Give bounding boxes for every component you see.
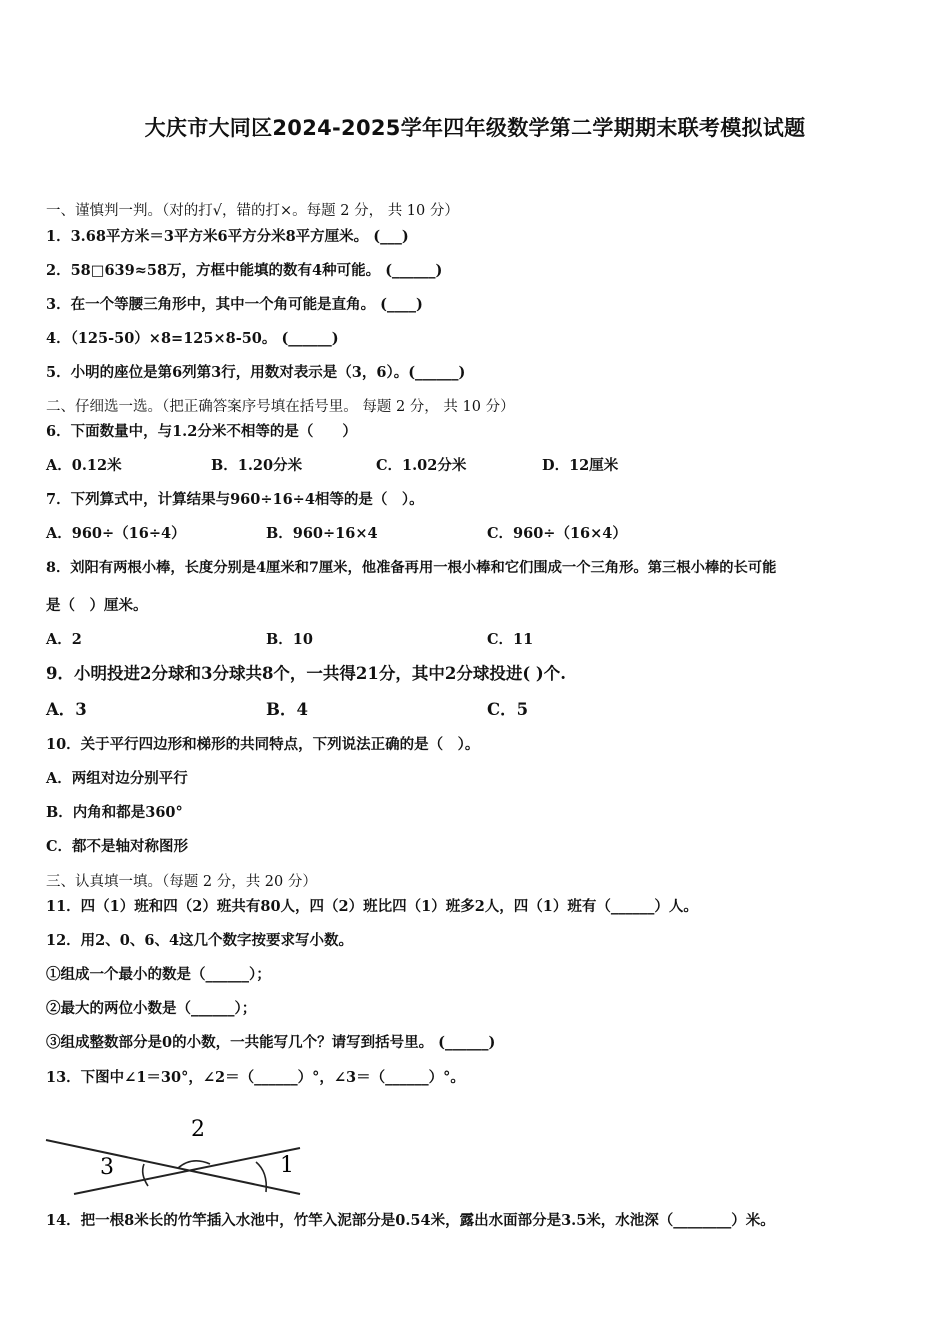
question-9-options — [46, 700, 906, 722]
question-9: 9．小明投进2分球和3分球共8个，一共得21分，其中2分球投进( )个. — [46, 664, 566, 683]
q7-option-a: A．960÷（16÷4） — [46, 525, 186, 542]
question-12-b: ②最大的两位小数是（______）； — [46, 1000, 257, 1017]
q8-option-c: C．11 — [487, 631, 534, 648]
question-7: 7．下列算式中，计算结果与960÷16÷4相等的是（ ）。 — [46, 491, 424, 508]
question-12-a: ①组成一个最小的数是（______）； — [46, 966, 271, 983]
q9-option-c: C．5 — [487, 700, 529, 719]
section2-header: 二、仔细选一选。（把正确答案序号填在括号里。 每题 2 分， 共 10 分） — [46, 399, 515, 415]
question-4: 4．（125-50）×8=125×8-50。 (______) — [46, 330, 339, 347]
question-10: 10．关于平行四边形和梯形的共同特点，下列说法正确的是（ ）。 — [46, 736, 480, 753]
question-14: 14．把一根8米长的竹竿插入水池中，竹竿入泥部分是0.54米，露出水面部分是3.5米，水池深（________）米。 — [46, 1212, 775, 1229]
angle-figure — [44, 1110, 306, 1198]
question-1: 1．3.68平方米＝3平方米6平方分米8平方厘米。 (___) — [46, 228, 409, 245]
section3-header: 三、认真填一填。（每题 2 分，共 20 分） — [46, 874, 317, 890]
question-12: 12．用2、0、6、4这几个数字按要求写小数。 — [46, 932, 354, 949]
angle-3-arc — [143, 1164, 148, 1186]
question-2: 2．58□639≈58万，方框中能填的数有4种可能。 (______) — [46, 262, 443, 279]
q6-option-d: D．12厘米 — [542, 457, 619, 474]
question-5: 5．小明的座位是第6列第3行，用数对表示是（3，6）。(______) — [46, 364, 466, 381]
question-8-line2: 是（ ）厘米。 — [46, 597, 148, 614]
q8-option-b: B．10 — [266, 631, 313, 648]
q10-option-b: B．内角和都是360° — [46, 804, 183, 821]
q10-option-c: C．都不是轴对称图形 — [46, 838, 189, 855]
q7-option-b: B．960÷16×4 — [266, 525, 378, 542]
question-6: 6．下面数量中，与1.2分米不相等的是（ ） — [46, 423, 357, 440]
q6-option-a: A．0.12米 — [46, 457, 122, 474]
q8-option-a: A．2 — [46, 631, 82, 648]
question-12-c: ③组成整数部分是0的小数，一共能写几个？请写到括号里。 (______) — [46, 1034, 496, 1051]
q10-option-a: A．两组对边分别平行 — [46, 770, 188, 787]
angle-label-2: 2 — [191, 1117, 205, 1142]
q6-option-c: C．1.02分米 — [376, 457, 467, 474]
question-8-options — [46, 630, 906, 650]
q7-option-c: C．960÷（16×4） — [487, 525, 627, 542]
angle-label-1: 1 — [280, 1153, 294, 1178]
question-7-options — [46, 524, 906, 544]
q6-option-b: B．1.20分米 — [211, 457, 303, 474]
question-6-options — [46, 456, 906, 476]
intersecting-line-a — [46, 1140, 300, 1194]
question-11: 11．四（1）班和四（2）班共有80人，四（2）班比四（1）班多2人，四（1）班有（______）人。 — [46, 898, 698, 915]
question-3: 3．在一个等腰三角形中，其中一个角可能是直角。 (____) — [46, 296, 423, 313]
q9-option-b: B．4 — [266, 700, 308, 719]
angle-label-3: 3 — [100, 1155, 114, 1180]
section1-header: 一、谨慎判一判。（对的打√，错的打×。每题 2 分， 共 10 分） — [46, 203, 459, 219]
question-8-line1: 8．刘阳有两根小棒，长度分别是4厘米和7厘米，他准备再用一根小棒和它们围成一个三角形。第三根小棒的长可能 — [46, 560, 777, 576]
q9-option-a: A．3 — [46, 700, 87, 719]
question-13: 13．下图中∠1＝30°，∠2＝（______）°，∠3＝（______）°。 — [46, 1069, 465, 1086]
exam-title: 大庆市大同区2024-2025学年四年级数学第二学期期末联考模拟试题 — [144, 116, 806, 140]
